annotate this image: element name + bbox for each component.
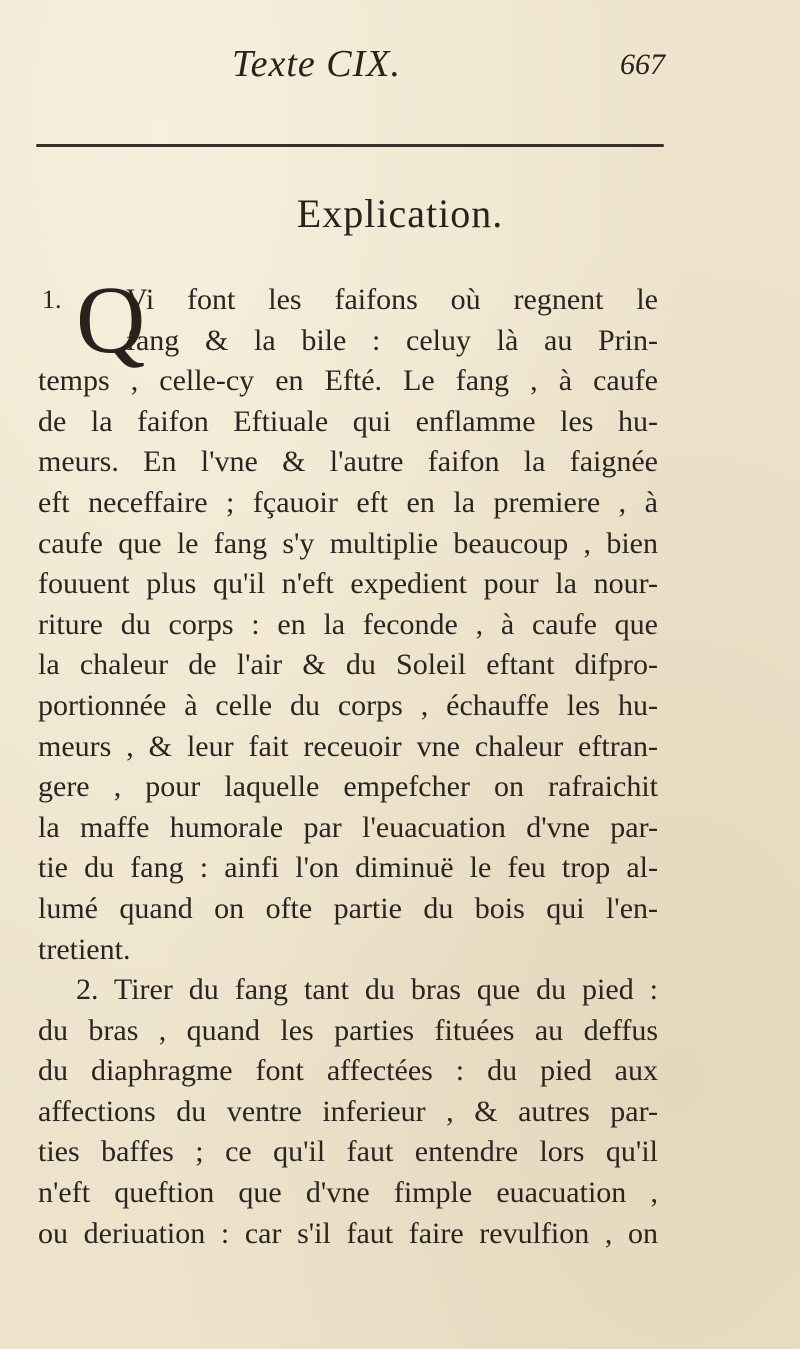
drop-cap: Q (76, 266, 146, 373)
text-line: la maffe humorale par l'euacuation d'vne par- (38, 810, 658, 844)
text-line: riture du corps : en la feconde , à caufe que (38, 607, 658, 641)
page-number: 667 (620, 48, 665, 81)
text-line: Vi font les faifons où regnent le (126, 283, 658, 316)
text-line: fang & la bile : celuy là au Prin- (126, 323, 658, 357)
text-line: lumé quand on ofte partie du bois qui l'en- (38, 891, 658, 925)
paragraph-number: 2. (76, 973, 99, 1007)
text-line: ties baffes ; ce qu'il faut entendre lors qu'il (38, 1135, 658, 1169)
body-text (38, 266, 658, 1254)
text-line: du bras , quand les parties fituées au deffus (38, 1013, 658, 1047)
header-rule (36, 144, 664, 147)
text-line: temps , celle-cy en Efté. Le fang , à caufe (38, 364, 658, 398)
text-line: meurs , & leur fait receuoir vne chaleur eftran- (38, 729, 658, 763)
text-line: eft neceffaire ; fçauoir eft en la premiere , à (38, 485, 658, 519)
text-line: du diaphragme font affectées : du pied aux (38, 1054, 658, 1088)
text-line: n'eft queftion que d'vne fimple euacuation , (38, 1176, 658, 1210)
text-line: caufe que le fang s'y multiplie beaucoup , bien (38, 526, 658, 560)
section-heading: Explication. (296, 191, 504, 236)
text-line: ou deriuation : car s'il faut faire revulfion , on (38, 1216, 658, 1250)
paragraph-2 (38, 970, 658, 1254)
text-line: de la faifon Eftiuale qui enflamme les hu- (38, 404, 658, 438)
text-line: la chaleur de l'air & du Soleil eftant difpro- (38, 648, 658, 682)
text-line: fouuent plus qu'il n'eft expedient pour la nour- (38, 567, 658, 601)
text-line (38, 970, 658, 1011)
running-head (0, 38, 800, 98)
text-line: portionnée à celle du corps , échauffe les hu- (38, 688, 658, 722)
text-line: tretient. (38, 932, 131, 966)
paragraph-1 (38, 266, 658, 970)
text-line: gere , pour laquelle empefcher on rafraichit (38, 770, 658, 804)
text-line: meurs. En l'vne & l'autre faifon la faignée (38, 445, 658, 479)
text-line: affections du ventre inferieur , & autres par- (38, 1094, 658, 1128)
paragraph-number: 1. (42, 285, 62, 314)
running-title: Texte CIX. (232, 43, 402, 85)
text-line: tie du fang : ainfi l'on diminuë le feu trop al- (38, 851, 658, 885)
text-line-content: Tirer du fang tant du bras que du pied : (113, 973, 658, 1007)
